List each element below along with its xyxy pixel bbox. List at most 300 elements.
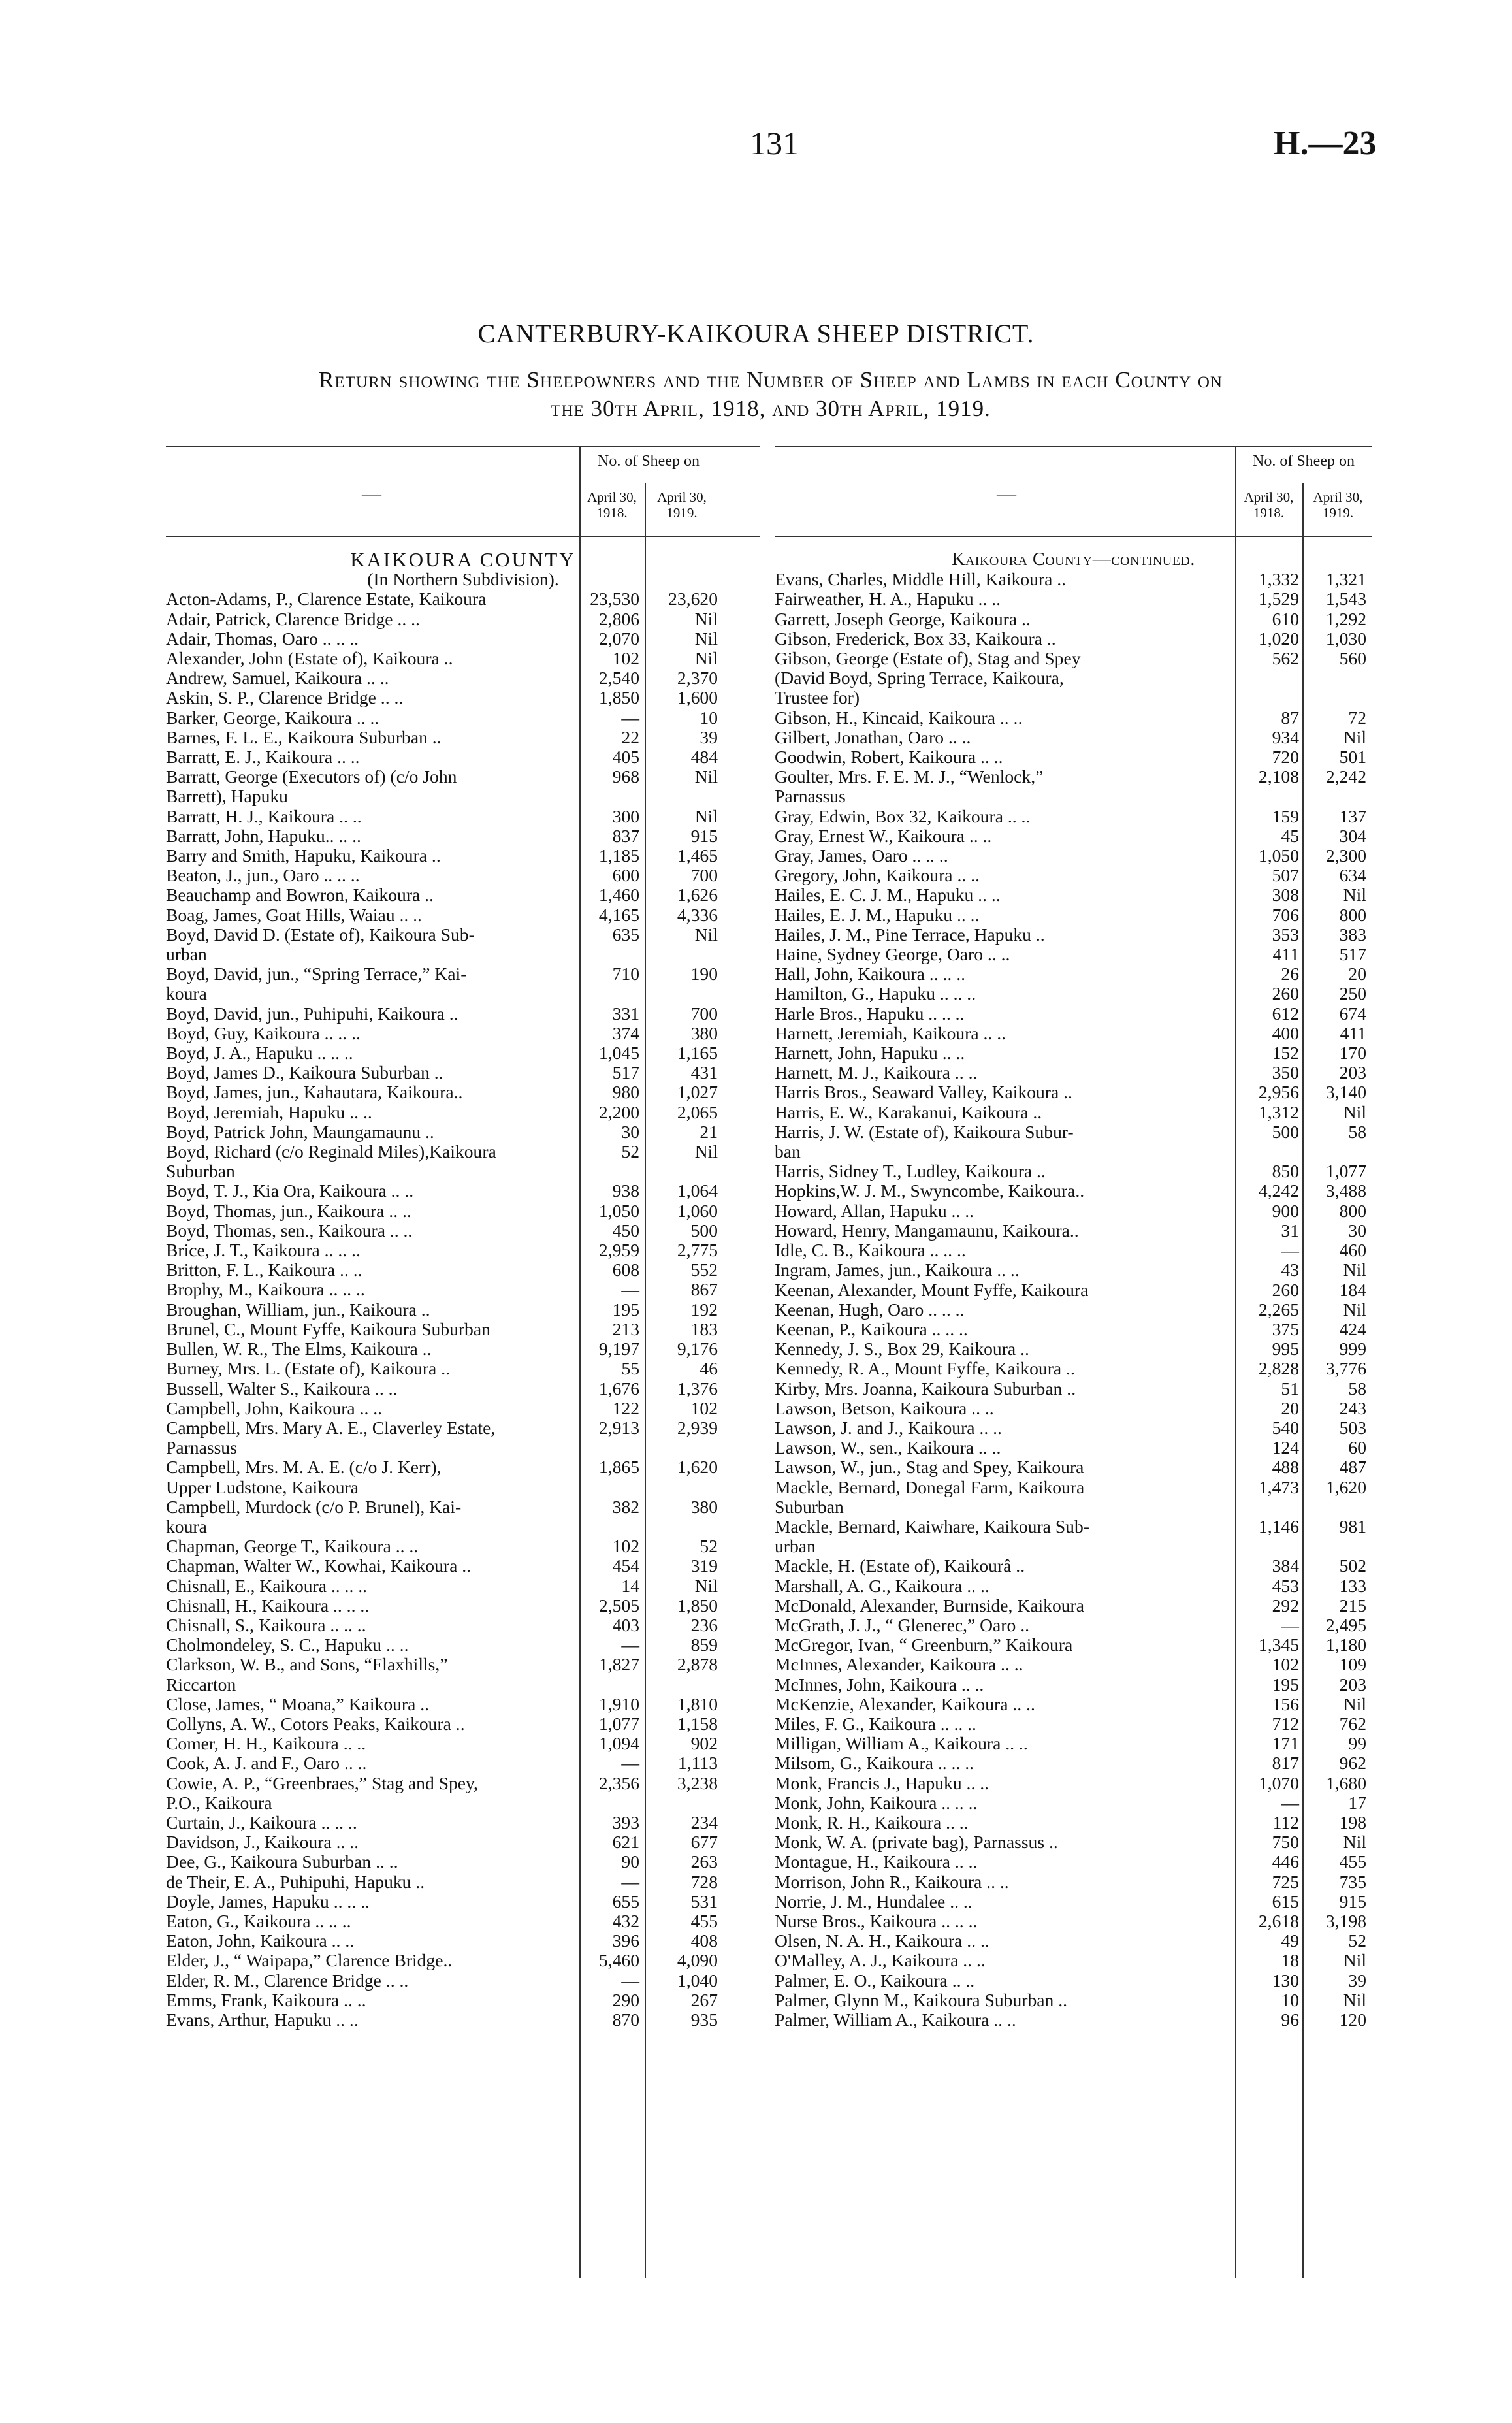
table-row	[775, 1201, 1372, 1221]
owner-name: Boag, James, Goat Hills, Waiau .. ..	[166, 905, 422, 925]
owner-name: Hamilton, G., Hapuku .. .. ..	[775, 984, 976, 1004]
sheep-1918: 1,070	[1258, 1772, 1299, 1793]
owner-name: Curtain, J., Kaikoura .. .. ..	[166, 1812, 357, 1832]
sheep-1918: 102	[612, 647, 639, 668]
table-row	[775, 688, 1372, 707]
sheep-1919: 3,238	[677, 1772, 718, 1793]
table-row	[166, 1260, 760, 1280]
table-row	[166, 866, 760, 885]
owner-name: Evans, Arthur, Hapuku .. ..	[166, 2010, 359, 2030]
sheep-1918: 608	[612, 1260, 639, 1280]
table-row	[166, 728, 760, 747]
owner-name: McDonald, Alexander, Burnside, Kaikoura	[775, 1595, 1084, 1616]
table-row	[775, 1852, 1372, 1872]
sheep-1919: Nil	[1343, 1299, 1366, 1320]
owner-name: Evans, Charles, Middle Hill, Kaikoura ..	[775, 570, 1067, 590]
sheep-1919: 39	[1348, 1970, 1366, 1991]
owner-name: Howard, Henry, Mangamaunu, Kaikoura..	[775, 1220, 1079, 1241]
table-row	[166, 1418, 760, 1438]
left-table-header	[166, 446, 760, 537]
sheep-1918: 260	[1272, 983, 1299, 1004]
owner-name: Keenan, Alexander, Mount Fyffe, Kaikoura	[775, 1280, 1089, 1300]
owner-name: Keenan, Hugh, Oaro .. .. ..	[775, 1299, 965, 1320]
table-row	[775, 1082, 1372, 1102]
sheep-1919: 184	[1339, 1279, 1366, 1300]
owner-name: Keenan, P., Kaikoura .. .. ..	[775, 1319, 968, 1339]
sheep-1919: 1,027	[677, 1082, 718, 1103]
table-row	[166, 1714, 760, 1734]
col-1919-header: April 30, 1919.	[657, 489, 707, 521]
sheep-1919: Nil	[694, 608, 718, 629]
sheep-1919: 1,620	[677, 1457, 718, 1478]
sheep-1919: 3,198	[1325, 1911, 1366, 1931]
sheep-1918: 1,045	[598, 1043, 639, 1064]
sheep-1918: 1,332	[1258, 569, 1299, 590]
owner-name: Boyd, James, jun., Kahautara, Kaikoura..	[166, 1082, 463, 1103]
sheep-1918: 384	[1272, 1555, 1299, 1576]
sheep-1919: 58	[1348, 1378, 1366, 1399]
sheep-1919: 58	[1348, 1121, 1366, 1142]
sheep-1918: 453	[1272, 1575, 1299, 1596]
table-row	[166, 964, 760, 984]
owner-name: urban	[775, 1537, 816, 1557]
sheep-1918: 1,850	[598, 687, 639, 708]
table-row	[775, 589, 1372, 609]
owner-name: Emms, Frank, Kaikoura .. ..	[166, 1990, 366, 2010]
table-row	[775, 1675, 1372, 1695]
table-row	[166, 1478, 760, 1497]
col-1918-header: April 30, 1918.	[587, 489, 637, 521]
owner-name: Eaton, John, Kaikoura .. ..	[166, 1931, 355, 1951]
table-row	[166, 688, 760, 707]
sheep-1919: 859	[690, 1634, 718, 1655]
owner-name: McKenzie, Alexander, Kaikoura .. ..	[775, 1694, 1035, 1714]
table-row	[775, 708, 1372, 728]
table-row	[775, 2010, 1372, 2030]
sheep-1919: 1,113	[677, 1753, 718, 1774]
table-row	[166, 767, 760, 787]
table-row	[166, 1181, 760, 1201]
sheep-1919: 700	[690, 1003, 718, 1024]
sheep-1919: 60	[1348, 1437, 1366, 1458]
sheep-1919: 487	[1339, 1457, 1366, 1478]
table-row	[775, 1359, 1372, 1378]
owner-name: Harnett, Jeremiah, Kaikoura .. ..	[775, 1023, 1006, 1043]
sheep-1918: 308	[1272, 885, 1299, 905]
sheep-1918: 152	[1272, 1043, 1299, 1064]
sheep-1919: 424	[1339, 1318, 1366, 1339]
sheep-1919: 1,620	[1325, 1476, 1366, 1497]
owner-name: Mackle, Bernard, Donegal Farm, Kaikoura	[775, 1477, 1085, 1497]
sheep-1918: 870	[612, 2009, 639, 2030]
owner-name: Hailes, E. J. M., Hapuku .. ..	[775, 905, 980, 925]
owner-name: Howard, Allan, Hapuku .. ..	[775, 1201, 974, 1221]
table-row	[166, 1991, 760, 2010]
table-row	[166, 1004, 760, 1024]
owner-name: Marshall, A. G., Kaikoura .. ..	[775, 1576, 989, 1596]
table-row	[775, 570, 1372, 589]
sheep-1919: Nil	[694, 647, 718, 668]
owner-name: Bullen, W. R., The Elms, Kaikoura ..	[166, 1339, 432, 1359]
col-1918-header: April 30, 1918.	[1244, 489, 1294, 521]
owner-name: Goulter, Mrs. F. E. M. J., “Wenlock,”	[775, 767, 1044, 787]
sheep-1919: 501	[1339, 747, 1366, 768]
table-row	[775, 1162, 1372, 1181]
owner-name: de Their, E. A., Puhipuhi, Hapuku ..	[166, 1872, 425, 1892]
table-row	[775, 1813, 1372, 1832]
sheep-1918: 30	[621, 1121, 639, 1142]
sheep-1918: 454	[612, 1555, 639, 1576]
owner-name: Collyns, A. W., Cotors Peaks, Kaikoura ..	[166, 1714, 465, 1734]
owner-name: Barnes, F. L. E., Kaikoura Suburban ..	[166, 727, 442, 747]
sheep-1918: 1,460	[598, 885, 639, 905]
owner-name: McInnes, John, Kaikoura .. ..	[775, 1674, 984, 1695]
owner-name: (David Boyd, Spring Terrace, Kaikoura,	[775, 668, 1064, 689]
sheep-1918: 720	[1272, 747, 1299, 768]
sheep-1918: 102	[612, 1536, 639, 1557]
table-row	[775, 1793, 1372, 1813]
table-row	[775, 945, 1372, 964]
owner-name: Gibson, Frederick, Box 33, Kaikoura ..	[775, 628, 1056, 649]
owner-name: Palmer, E. O., Kaikoura .. ..	[775, 1970, 975, 1991]
table-row	[166, 1142, 760, 1162]
table-row	[775, 1024, 1372, 1043]
owner-name: Harris, E. W., Karakanui, Kaikoura ..	[775, 1102, 1042, 1122]
sheep-1918: 500	[1272, 1121, 1299, 1142]
table-row	[775, 1004, 1372, 1024]
owner-name: Britton, F. L., Kaikoura .. ..	[166, 1260, 362, 1280]
sheep-1919: 700	[690, 865, 718, 886]
sheep-1919: 915	[1339, 1891, 1366, 1911]
sheep-1918: 621	[612, 1832, 639, 1853]
sheep-1919: 902	[690, 1733, 718, 1754]
left-rows	[166, 550, 760, 2030]
sheep-1918: 1,529	[1258, 589, 1299, 610]
table-row	[775, 649, 1372, 668]
table-row	[775, 1438, 1372, 1457]
table-row	[775, 1971, 1372, 1991]
owner-name: Kennedy, R. A., Mount Fyffe, Kaikoura ..	[775, 1359, 1075, 1379]
sheep-1919: 1,850	[677, 1595, 718, 1616]
sheep-1919: 431	[690, 1062, 718, 1083]
table-row	[166, 1753, 760, 1773]
sheep-1918: 1,473	[1258, 1476, 1299, 1497]
owner-name: Barratt, H. J., Kaikoura .. ..	[166, 806, 362, 826]
owner-name: Campbell, Mrs. M. A. E. (c/o J. Kerr),	[166, 1457, 442, 1478]
owner-name: Barratt, E. J., Kaikoura .. ..	[166, 747, 360, 767]
sheep-1919: 21	[700, 1121, 718, 1142]
table-row	[775, 1714, 1372, 1734]
sheep-1919: 133	[1339, 1575, 1366, 1596]
owner-name: Harris, J. W. (Estate of), Kaikoura Subur-	[775, 1122, 1074, 1142]
sheep-1918: 171	[1272, 1733, 1299, 1754]
table-row	[775, 905, 1372, 925]
sheep-1918: —	[621, 1279, 639, 1300]
right-table-header	[775, 446, 1372, 537]
owner-name: Kirby, Mrs. Joanna, Kaikoura Suburban ..	[775, 1378, 1076, 1399]
sheep-1919: 4,336	[677, 904, 718, 925]
sheep-1918: 43	[1281, 1260, 1299, 1280]
table-row	[775, 1635, 1372, 1655]
sheep-1918: 2,959	[598, 1240, 639, 1261]
table-row	[775, 1931, 1372, 1951]
table-row	[166, 1813, 760, 1832]
table-row	[166, 1734, 760, 1753]
sheep-1918: 446	[1272, 1851, 1299, 1872]
owner-column-header: —	[362, 483, 381, 505]
table-row	[775, 866, 1372, 885]
owner-name: Lawson, J. and J., Kaikoura .. ..	[775, 1418, 1002, 1438]
owner-name: Cook, A. J. and F., Oaro .. ..	[166, 1753, 367, 1774]
sheep-1919: Nil	[1343, 1989, 1366, 2010]
owner-name: Adair, Patrick, Clarence Bridge .. ..	[166, 609, 420, 629]
table-row	[166, 885, 760, 905]
owner-name: Boyd, David D. (Estate of), Kaikoura Sub-	[166, 924, 475, 945]
sheep-1919: 1,321	[1325, 569, 1366, 590]
table-row	[775, 1142, 1372, 1162]
owner-name: Mackle, Bernard, Kaiwhare, Kaikoura Sub-	[775, 1516, 1089, 1537]
owner-name: Acton-Adams, P., Clarence Estate, Kaikoura	[166, 589, 487, 610]
table-row	[775, 787, 1372, 806]
right-rows	[775, 550, 1372, 2030]
sheep-1918: 1,050	[598, 1200, 639, 1221]
table-row	[166, 1537, 760, 1556]
table-row	[166, 1438, 760, 1457]
owner-name: Fairweather, H. A., Hapuku .. ..	[775, 589, 1001, 610]
owner-name: Campbell, Mrs. Mary A. E., Claverley Estate,	[166, 1418, 496, 1438]
owner-name: Doyle, James, Hapuku .. .. ..	[166, 1891, 370, 1911]
sheep-1918: 2,540	[598, 668, 639, 689]
owner-name: Gilbert, Jonathan, Oaro .. ..	[775, 727, 971, 747]
sheep-1918: 353	[1272, 924, 1299, 945]
sheep-1918: —	[621, 707, 639, 728]
owner-name: Monk, Francis J., Hapuku .. ..	[775, 1773, 989, 1793]
table-row	[166, 668, 760, 688]
owner-name: Lawson, W., sen., Kaikoura .. ..	[775, 1438, 1001, 1458]
table-row	[775, 885, 1372, 905]
sheep-1919: 183	[690, 1318, 718, 1339]
owner-name: Garrett, Joseph George, Kaikoura ..	[775, 609, 1031, 629]
owner-name: Gray, Ernest W., Kaikoura .. ..	[775, 826, 992, 846]
table-row	[775, 767, 1372, 787]
sheep-1919: 867	[690, 1279, 718, 1300]
sheep-1918: 562	[1272, 648, 1299, 668]
right-table-body	[775, 537, 1372, 2278]
sheep-1919: 3,488	[1325, 1180, 1366, 1201]
sheep-1919: 9,176	[677, 1339, 718, 1359]
owner-name: Boyd, J. A., Hapuku .. .. ..	[166, 1043, 353, 1064]
owner-name: Goodwin, Robert, Kaikoura .. ..	[775, 747, 1003, 768]
owner-name: Riccarton	[166, 1674, 236, 1695]
owner-name: Boyd, Thomas, sen., Kaikoura .. ..	[166, 1220, 413, 1241]
sheep-1919: 3,776	[1325, 1358, 1366, 1379]
sheep-1919: 1,077	[1325, 1161, 1366, 1182]
table-row	[775, 964, 1372, 984]
sheep-1919: 46	[700, 1358, 718, 1379]
owner-name: Brophy, M., Kaikoura .. .. ..	[166, 1280, 365, 1300]
owner-name: Hailes, J. M., Pine Terrace, Hapuku ..	[775, 924, 1045, 945]
owner-name: Adair, Thomas, Oaro .. .. ..	[166, 628, 359, 649]
table-row	[166, 629, 760, 649]
table-row	[775, 1300, 1372, 1320]
sheep-1918: 2,618	[1258, 1911, 1299, 1931]
sheep-1919: 552	[690, 1260, 718, 1280]
sheep-1919: 1,060	[677, 1200, 718, 1221]
owner-name: Barrett), Hapuku	[166, 787, 288, 807]
sheep-1918: 20	[1281, 1397, 1299, 1418]
sheep-1919: 1,465	[677, 845, 718, 866]
owner-name: Boyd, Richard (c/o Reginald Miles),Kaikoura	[166, 1142, 496, 1162]
owner-name: Harnett, John, Hapuku .. ..	[775, 1043, 965, 1064]
sheep-1918: 124	[1272, 1437, 1299, 1458]
sheep-1919: 408	[690, 1930, 718, 1951]
document-code: H.—23	[1274, 125, 1377, 162]
table-row	[775, 728, 1372, 747]
sheep-1919: 484	[690, 747, 718, 767]
sheep-1919: Nil	[694, 766, 718, 787]
sheep-1918: 393	[612, 1812, 639, 1832]
sheep-1919: 674	[1339, 1003, 1366, 1024]
sheep-1918: 23,530	[590, 589, 639, 610]
table-row	[166, 649, 760, 668]
sheep-1919: Nil	[694, 1575, 718, 1596]
sheep-1919: Nil	[1343, 1693, 1366, 1714]
owner-name: Cowie, A. P., “Greenbraes,” Stag and Spey,	[166, 1773, 478, 1793]
sheep-1918: 122	[612, 1397, 639, 1418]
sheep-1918: 2,505	[598, 1595, 639, 1616]
sheep-1918: 292	[1272, 1595, 1299, 1616]
table-row	[775, 1616, 1372, 1635]
sheep-1919: 2,775	[677, 1240, 718, 1261]
sheep-1919: 2,065	[677, 1101, 718, 1122]
sheep-1919: 203	[1339, 1674, 1366, 1695]
table-row	[775, 1221, 1372, 1241]
table-row	[775, 1753, 1372, 1773]
sheep-1918: 635	[612, 924, 639, 945]
sheep-1918: 195	[612, 1299, 639, 1320]
table-row	[166, 1616, 760, 1635]
sheep-1918: 712	[1272, 1713, 1299, 1734]
owner-name: Monk, John, Kaikoura .. .. ..	[775, 1793, 978, 1813]
sheep-1919: 20	[1348, 964, 1366, 984]
table-row	[166, 1221, 760, 1241]
table-row	[775, 1537, 1372, 1556]
owner-name: Gregory, John, Kaikoura .. ..	[775, 866, 980, 886]
table-row	[775, 1576, 1372, 1596]
table-row	[775, 1774, 1372, 1793]
owner-name: Alexander, John (Estate of), Kaikoura ..	[166, 648, 453, 668]
owner-name: Eaton, G., Kaikoura .. .. ..	[166, 1911, 351, 1931]
owner-name: Beauchamp and Bowron, Kaikoura ..	[166, 885, 434, 905]
sheep-1919: 190	[690, 964, 718, 984]
table-row	[166, 1576, 760, 1596]
table-row	[166, 1103, 760, 1122]
owner-name: Boyd, James D., Kaikoura Suburban ..	[166, 1063, 443, 1083]
table-row	[166, 984, 760, 1003]
sheep-1919: 120	[1339, 2009, 1366, 2030]
table-row	[775, 1832, 1372, 1852]
owner-name: Monk, W. A. (private bag), Parnassus ..	[775, 1832, 1058, 1853]
owner-name: Suburban	[166, 1162, 235, 1182]
table-row	[166, 1399, 760, 1418]
sheep-1919: 380	[690, 1022, 718, 1043]
sheep-1919: 3,140	[1325, 1082, 1366, 1103]
owner-name: Parnassus	[166, 1438, 237, 1458]
sheep-1919: 503	[1339, 1417, 1366, 1438]
table-row	[775, 1379, 1372, 1399]
table-row	[775, 1280, 1372, 1300]
owner-name: Suburban	[775, 1497, 844, 1517]
sheep-1919: 267	[690, 1989, 718, 2010]
sheep-1918: —	[621, 1634, 639, 1655]
table-row	[166, 1201, 760, 1221]
sheep-1919: 2,495	[1325, 1614, 1366, 1635]
owner-name: Chisnall, H., Kaikoura .. .. ..	[166, 1595, 370, 1616]
table-row	[166, 1774, 760, 1793]
owner-name: Boyd, Patrick John, Maungamaunu ..	[166, 1122, 434, 1142]
table-row	[775, 1892, 1372, 1911]
sheep-1918: 405	[612, 747, 639, 767]
owner-name: Palmer, William A., Kaikoura .. ..	[775, 2010, 1016, 2030]
table-row	[775, 1122, 1372, 1142]
table-row	[166, 1911, 760, 1931]
table-row	[775, 1478, 1372, 1497]
sheep-1919: 1,680	[1325, 1772, 1366, 1793]
owner-name: Barker, George, Kaikoura .. ..	[166, 707, 379, 728]
owner-name: Milsom, G., Kaikoura .. .. ..	[775, 1753, 974, 1774]
owner-name: Morrison, John R., Kaikoura .. ..	[775, 1872, 1009, 1892]
sheep-1918: —	[1281, 1240, 1299, 1261]
table-row	[166, 1635, 760, 1655]
sheep-1918: 2,806	[598, 608, 639, 629]
sheep-1918: 31	[1281, 1220, 1299, 1241]
sheep-1918: 517	[612, 1062, 639, 1083]
sheep-1918: 2,356	[598, 1772, 639, 1793]
owner-name: Ingram, James, jun., Kaikoura .. ..	[775, 1260, 1020, 1280]
sheep-1919: 39	[700, 726, 718, 747]
owner-name: Gray, James, Oaro .. .. ..	[775, 846, 948, 866]
sheep-1918: 995	[1272, 1339, 1299, 1359]
sheep-1918: 1,312	[1258, 1101, 1299, 1122]
owner-name: Davidson, J., Kaikoura .. ..	[166, 1832, 359, 1853]
sheep-1919: Nil	[694, 628, 718, 649]
owner-name: Palmer, Glynn M., Kaikoura Suburban ..	[775, 1990, 1067, 2010]
sheep-1918: 1,345	[1258, 1634, 1299, 1655]
sheep-1919: 728	[690, 1871, 718, 1892]
section-title: KAIKOURA COUNTY	[350, 548, 576, 571]
sheep-1919: 1,292	[1325, 608, 1366, 629]
sheep-1918: 375	[1272, 1318, 1299, 1339]
sheep-1919: Nil	[1343, 1260, 1366, 1280]
sheep-1918: 411	[1272, 944, 1299, 965]
sheep-1918: 350	[1272, 1062, 1299, 1083]
table-row	[775, 925, 1372, 945]
sheep-1918: 260	[1272, 1279, 1299, 1300]
left-table	[166, 446, 760, 2278]
table-row	[166, 787, 760, 806]
sheep-1919: 2,242	[1325, 766, 1366, 787]
sheep-1919: 762	[1339, 1713, 1366, 1734]
sheep-1918: 10	[1281, 1989, 1299, 2010]
owner-name: Olsen, N. A. H., Kaikoura .. ..	[775, 1931, 989, 1951]
owner-name: Elder, R. M., Clarence Bridge .. ..	[166, 1970, 409, 1991]
sheep-1919: 192	[690, 1299, 718, 1320]
sheep-1919: 502	[1339, 1555, 1366, 1576]
sheep-1918: 49	[1281, 1930, 1299, 1951]
table-row	[775, 1457, 1372, 1477]
owner-name: Comer, H. H., Kaikoura .. ..	[166, 1734, 366, 1754]
sheep-1919: 102	[690, 1397, 718, 1418]
